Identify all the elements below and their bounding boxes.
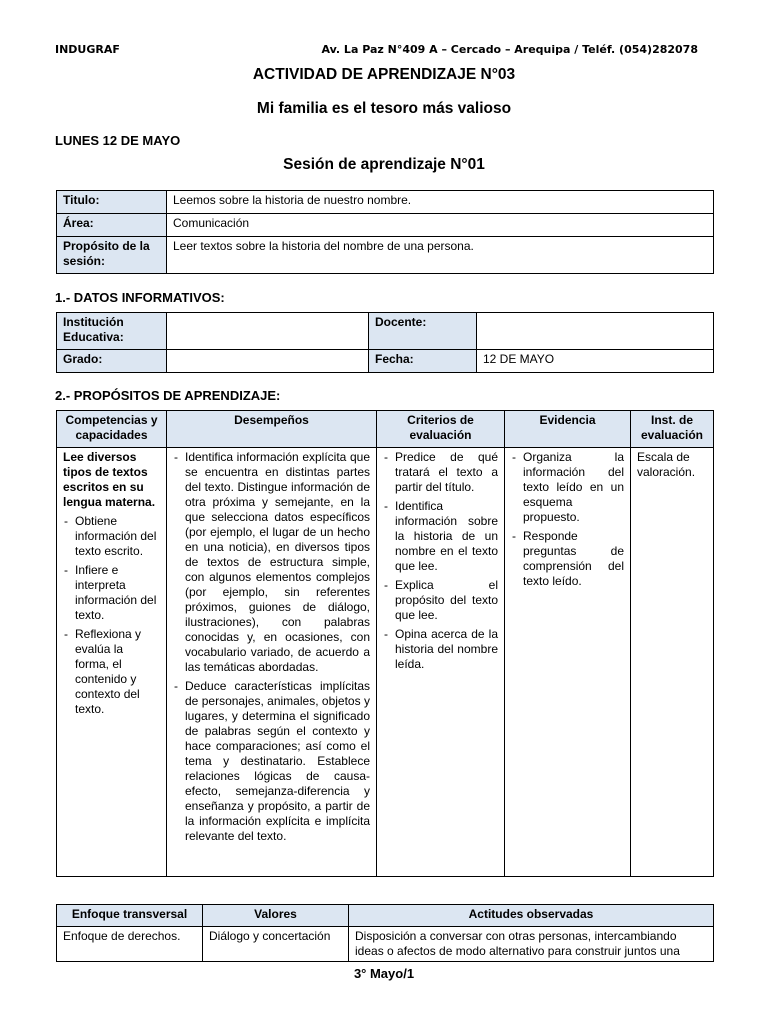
header-competencies: Competencias y capacidades xyxy=(57,411,167,448)
grade-value xyxy=(167,350,369,373)
session-value-title: Leemos sobre la historia de nuestro nombre. xyxy=(167,191,714,214)
list-item: - Identifica información sobre la historia de un nombre en el texto que lee. xyxy=(383,499,498,574)
list-item: - Deduce características implícitas de personajes, animales, objetos y lugares, y determina el significado de palabras según el contexto y hace comparaciones; así como el tema y destinatario. Establece relaciones lógicas de causa-efecto, semejanza-diferencia y enseñanza y propósito, a partir de la información explícita e implícita relevante del texto. xyxy=(173,679,370,844)
header-evidence: Evidencia xyxy=(505,411,631,448)
company-name: INDUGRAF xyxy=(55,43,120,56)
approach-value: Enfoque de derechos. xyxy=(57,927,203,962)
list-item: - Identifica información explícita que se encuentra en distintas partes del texto. Distingue información de otra próxima y semejante, en la que selecciona datos específicos (por ejemplo, el lugar de un hecho en una noticia), en diversos tipos de textos de estructura simple, con algunos elementos complejos (por ejemplo, sin referentes próximos, guiones de diálogo, ilustraciones), con palabras conocidas y, en ocasiones, con vocabulario variado, de acuerdo a las temáticas abordadas. xyxy=(173,450,370,675)
table-row xyxy=(57,191,714,214)
header-attitudes: Actitudes observadas xyxy=(349,905,714,927)
page-footer: 3° Mayo/1 xyxy=(353,966,415,981)
session-value-area: Comunicación xyxy=(167,214,714,237)
table-row xyxy=(57,350,714,373)
date-value: 12 DE MAYO xyxy=(477,350,714,373)
institution-value xyxy=(167,313,369,350)
date-label: Fecha: xyxy=(369,350,477,373)
table-row xyxy=(57,313,714,350)
activity-title: ACTIVIDAD DE APRENDIZAJE N°03 xyxy=(252,66,516,83)
table-header-row xyxy=(57,411,714,448)
evidence-list xyxy=(511,450,624,589)
table-header-row xyxy=(57,905,714,927)
capacities-list xyxy=(63,514,160,717)
criteria-cell xyxy=(377,448,505,877)
info-table xyxy=(56,312,714,373)
list-item: - Responde preguntas de comprensión del texto leído. xyxy=(511,529,624,589)
teacher-label: Docente: xyxy=(369,313,477,350)
list-item: - Reflexiona y evalúa la forma, el contenido y contexto del texto. xyxy=(63,627,160,717)
grade-label: Grado: xyxy=(57,350,167,373)
table-row xyxy=(57,214,714,237)
purposes-table xyxy=(56,410,714,877)
values-value: Diálogo y concertación xyxy=(203,927,349,962)
performances-list xyxy=(173,450,370,844)
session-label-area: Área: xyxy=(57,214,167,237)
list-item: - Explica el propósito del texto que lee. xyxy=(383,578,498,623)
evidence-cell xyxy=(505,448,631,877)
list-item: - Predice de qué tratará el texto a partir del título. xyxy=(383,450,498,495)
attitudes-value: Disposición a conversar con otras personas, intercambiando ideas o afectos de modo alternativo para construir juntos una xyxy=(349,927,714,962)
list-item: - Obtiene información del texto escrito. xyxy=(63,514,160,559)
table-row xyxy=(57,927,714,962)
approach-table xyxy=(56,904,714,962)
header-instrument: Inst. de evaluación xyxy=(631,411,714,448)
competence-title: Lee diversos tipos de textos escritos en su lengua materna. xyxy=(63,450,156,509)
header-criteria: Criterios de evaluación xyxy=(377,411,505,448)
header-approach: Enfoque transversal xyxy=(57,905,203,927)
competence-cell xyxy=(57,448,167,877)
date-line: LUNES 12 DE MAYO xyxy=(55,133,181,148)
session-title: Sesión de aprendizaje N°01 xyxy=(283,156,485,173)
table-row xyxy=(57,237,714,274)
criteria-list xyxy=(383,450,498,672)
activity-theme: Mi familia es el tesoro más valioso xyxy=(256,100,512,117)
session-label-purpose: Propósito de la sesión: xyxy=(57,237,167,274)
list-item: - Infiere e interpreta información del texto. xyxy=(63,563,160,623)
teacher-value xyxy=(477,313,714,350)
header-values: Valores xyxy=(203,905,349,927)
session-table xyxy=(56,190,714,274)
table-row xyxy=(57,448,714,877)
header-performances: Desempeños xyxy=(167,411,377,448)
institution-label: Institución Educativa: xyxy=(57,313,167,350)
section-informative-data: 1.- DATOS INFORMATIVOS: xyxy=(55,290,225,305)
session-label-title: Titulo: xyxy=(57,191,167,214)
section-learning-purposes: 2.- PROPÓSITOS DE APRENDIZAJE: xyxy=(55,388,281,403)
performances-cell xyxy=(167,448,377,877)
company-address: Av. La Paz N°409 A – Cercado – Arequipa / Teléf. (054)282078 xyxy=(321,43,698,56)
list-item: - Organiza la información del texto leído en un esquema propuesto. xyxy=(511,450,624,525)
instrument-cell: Escala de valoración. xyxy=(631,448,714,877)
session-value-purpose: Leer textos sobre la historia del nombre de una persona. xyxy=(167,237,714,274)
list-item: - Opina acerca de la historia del nombre leída. xyxy=(383,627,498,672)
